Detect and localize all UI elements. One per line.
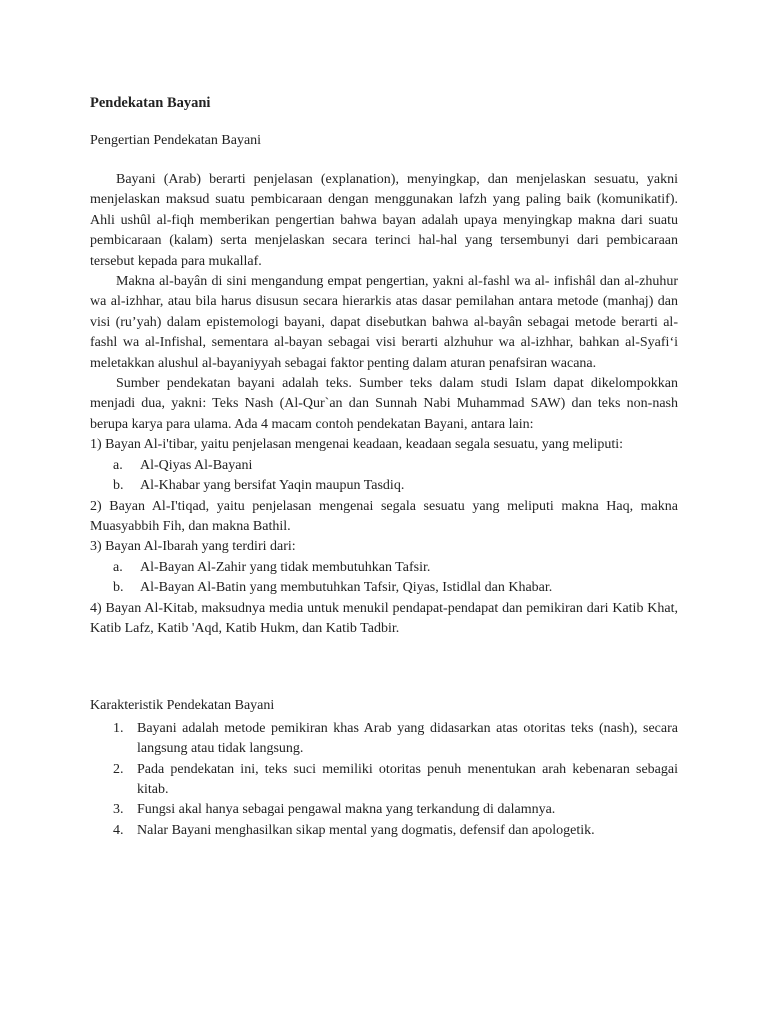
list-number: 1. [113, 720, 124, 736]
paragraph-sumber-pendekatan: Sumber pendekatan bayani adalah teks. Sumber teks dalam studi Islam dapat dikelompokkan menjadi dua, yakni: Teks Nash (Al-Qur`an dan Sunnah Nabi Muhammad SAW) dan teks non-nash berupa karya para ulama. Ada 4 macam contoh pendekatan Bayani, antara lain: [90, 376, 678, 432]
list-item-1: 1) Bayan Al-i'tibar, yaitu penjelasan mengenai keadaan, keadaan segala sesuatu, yang meliputi: [90, 437, 623, 453]
sub-item-text: Al-Qiyas Al-Bayani [140, 457, 253, 473]
list-item [90, 800, 678, 820]
list-item-4: 4) Bayan Al-Kitab, maksudnya media untuk menukil pendapat-pendapat dan pemikiran dari Katib Khat, Katib Lafz, Katib 'Aqd, Katib Hukm, dan Katib Tadbir. [90, 600, 678, 636]
sub-item-3b [90, 578, 678, 598]
list-item-2: 2) Bayan Al-I'tiqad, yaitu penjelasan mengenai segala sesuatu yang meliputi makna Haq, makna Muasyabbih Fih, dan makna Bathil. [90, 498, 678, 534]
paragraph-makna-al-bayan: Makna al-bayân di sini mengandung empat pengertian, yakni al-fashl wa al- infishâl dan al-zhuhur wa al-izhhar, atau bila harus disusun secara hierarkis atas dasar pemilahan antara metode (manhaj) dan visi (ru’yah) dalam epistemologi bayani, dapat disebutkan bahwa al-bayân sebagai metode berarti al-fashl wa al-Infishal, sementara al-bayan sebagai visi berarti alzhuhur wa al-izhhar, bahkan al-Syafi‘i meletakkan alushul al-bayaniyyah sebagai faktor penting dalam aturan penafsiran wacana. [90, 274, 678, 371]
sub-item-marker: a. [113, 457, 123, 473]
spacer [90, 639, 678, 696]
list-item [90, 821, 678, 841]
paragraph-bayani-definition: Bayani (Arab) berarti penjelasan (explanation), menyingkap, dan menjelaskan sesuatu, yakni menjelaskan maksud suatu pembicaraan dengan menggunakan lafzh yang paling baik (komunikatif). Ahli ushûl al-fiqh memberikan pengertian bahwa bayan adalah upaya menyingkap makna dari suatu pembicaraan (kalam) serta menjelaskan secara terinci hal-hal yang tersembunyi dari pembicaraan tersebut kepada para mukallaf. [90, 172, 678, 269]
list-item-text: Bayani adalah metode pemikiran khas Arab yang didasarkan atas otoritas teks (nash), secara langsung atau tidak langsung. [137, 720, 678, 757]
list-number: 2. [113, 761, 124, 777]
sub-item-marker: b. [113, 580, 124, 596]
characteristics-list [90, 719, 678, 841]
sub-item-text: Al-Khabar yang bersifat Yaqin maupun Tasdiq. [140, 478, 405, 494]
sub-item-marker: a. [113, 559, 123, 575]
list-item [90, 760, 678, 801]
list-item [90, 719, 678, 760]
section-heading-karakteristik: Karakteristik Pendekatan Bayani [90, 698, 275, 714]
sub-item-marker: b. [113, 478, 124, 494]
list-item-text: Nalar Bayani menghasilkan sikap mental yang dogmatis, defensif dan apologetik. [137, 822, 595, 838]
list-number: 4. [113, 822, 124, 838]
document-title: Pendekatan Bayani [90, 95, 211, 111]
list-item-3: 3) Bayan Al-Ibarah yang terdiri dari: [90, 539, 296, 555]
sub-item-1b [90, 476, 678, 496]
sub-item-text: Al-Bayan Al-Zahir yang tidak membutuhkan Tafsir. [140, 559, 431, 575]
list-item-text: Fungsi akal hanya sebagai pengawal makna yang terkandung di dalamnya. [137, 802, 556, 818]
list-number: 3. [113, 802, 124, 818]
sub-item-1a [90, 456, 678, 476]
sub-item-text: Al-Bayan Al-Batin yang membutuhkan Tafsir, Qiyas, Istidlal dan Khabar. [140, 580, 553, 596]
list-item-text: Pada pendekatan ini, teks suci memiliki otoritas penuh menentukan arah kebenaran sebagai kitab. [137, 761, 678, 797]
section-heading-pengertian: Pengertian Pendekatan Bayani [90, 133, 262, 148]
sub-item-3a [90, 558, 678, 578]
